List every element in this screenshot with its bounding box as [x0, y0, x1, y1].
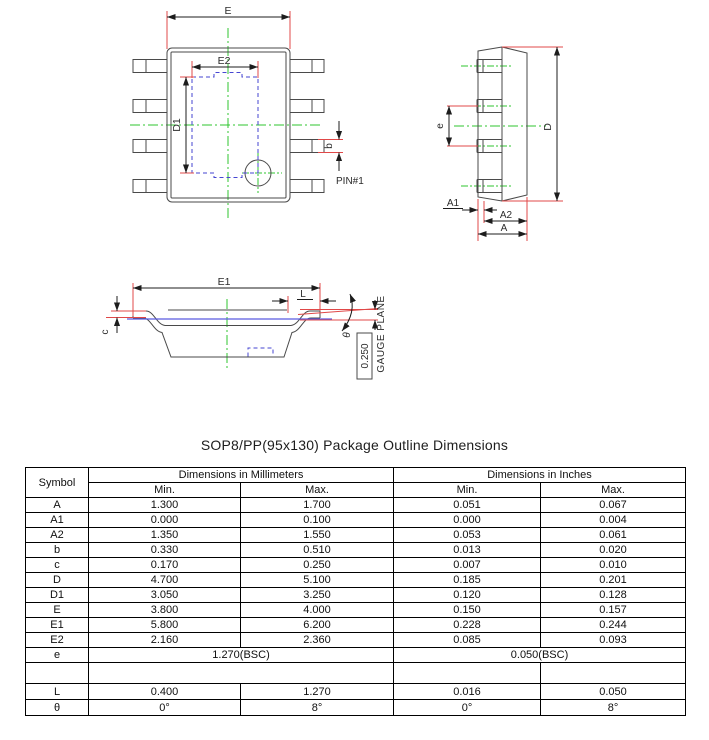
- col-header-symbol: Symbol: [26, 468, 89, 498]
- cell-in-bsc: 0.050(BSC): [394, 648, 686, 663]
- cell-mm-max: 0.100: [241, 513, 394, 528]
- dim-label-e1: E1: [217, 276, 231, 288]
- cell-mm-empty: [89, 663, 394, 684]
- top-view: [130, 5, 364, 220]
- cell-in-min: 0.007: [394, 558, 541, 573]
- cell-mm-max: 1.550: [241, 528, 394, 543]
- dim-label-e2: E2: [217, 55, 231, 67]
- cell-mm-bsc: 1.270(BSC): [89, 648, 394, 663]
- cell-mm-min: 1.350: [89, 528, 241, 543]
- table-row: [26, 498, 686, 513]
- front-view-extension-lines: [106, 283, 378, 320]
- cell-mm-max: 1.270: [241, 684, 394, 700]
- pad-notch-outline: [248, 348, 273, 357]
- cell-in-min: 0.053: [394, 528, 541, 543]
- cell-in-max: 0.157: [541, 603, 686, 618]
- cell-in-max: 0.244: [541, 618, 686, 633]
- pin1-label: PIN#1: [336, 176, 364, 187]
- cell-in-min: 0.185: [394, 573, 541, 588]
- cell-mm-min: 3.800: [89, 603, 241, 618]
- cell-in-max: 0.067: [541, 498, 686, 513]
- cell-symbol: E1: [26, 618, 89, 633]
- top-view-extension-lines: [167, 11, 343, 173]
- cell-mm-max: 4.000: [241, 603, 394, 618]
- cell-mm-min: 0.000: [89, 513, 241, 528]
- dim-label-a1: A1: [446, 198, 460, 209]
- cell-in-max: 0.010: [541, 558, 686, 573]
- cell-mm-max: 1.700: [241, 498, 394, 513]
- top-view-dimension-lines: [167, 17, 339, 173]
- cell-mm-min: 0.400: [89, 684, 241, 700]
- dim-label-a2: A2: [499, 210, 513, 221]
- cell-mm-min: 0.330: [89, 543, 241, 558]
- cell-symbol: E2: [26, 633, 89, 648]
- cell-in-max: 8°: [541, 700, 686, 716]
- table-row: [26, 513, 686, 528]
- cell-mm-max: 3.250: [241, 588, 394, 603]
- col-header-mm: Dimensions in Millimeters: [89, 468, 394, 483]
- cell-in-max: 0.201: [541, 573, 686, 588]
- dim-label-e: E: [224, 5, 232, 17]
- table-subheader-row: [26, 483, 686, 498]
- dim-label-b: b: [324, 143, 335, 149]
- cell-in-max: 0.004: [541, 513, 686, 528]
- cell-mm-max: 8°: [241, 700, 394, 716]
- cell-in-max: 0.093: [541, 633, 686, 648]
- dim-label-a: A: [500, 223, 508, 234]
- cell-symbol: D: [26, 573, 89, 588]
- table-row: [26, 558, 686, 573]
- cell-mm-min: 0.170: [89, 558, 241, 573]
- cell-in-min: 0.016: [394, 684, 541, 700]
- dim-label-l: L: [300, 289, 306, 300]
- col-header-mm-min: Min.: [89, 483, 241, 498]
- cell-in-min: 0°: [394, 700, 541, 716]
- cell-in-min: 0.228: [394, 618, 541, 633]
- page-title: SOP8/PP(95x130) Package Outline Dimensions: [200, 437, 509, 453]
- cell-mm-max: 0.250: [241, 558, 394, 573]
- gauge-value-label: 0.250: [360, 343, 371, 369]
- dim-label-theta: θ: [342, 332, 353, 338]
- dim-label-d: D: [542, 123, 554, 131]
- cell-symbol: θ: [26, 700, 89, 716]
- cell-in-min: 0.000: [394, 513, 541, 528]
- cell-symbol: A2: [26, 528, 89, 543]
- col-header-mm-max: Max.: [241, 483, 394, 498]
- table-row: [26, 573, 686, 588]
- table-row: [26, 528, 686, 543]
- table-row: [26, 543, 686, 558]
- cell-in-min-empty: [394, 663, 541, 684]
- cell-mm-max: 0.510: [241, 543, 394, 558]
- table-header-row: [26, 468, 686, 483]
- table-row-l: [26, 684, 686, 700]
- cell-mm-min: 4.700: [89, 573, 241, 588]
- cell-symbol: A: [26, 498, 89, 513]
- side-view: [435, 47, 563, 241]
- cell-symbol: E: [26, 603, 89, 618]
- col-header-inches: Dimensions in Inches: [394, 468, 686, 483]
- col-header-in-max: Max.: [541, 483, 686, 498]
- cell-in-max: 0.020: [541, 543, 686, 558]
- table-row-e: [26, 648, 686, 663]
- front-view: [100, 276, 387, 379]
- cell-symbol: L: [26, 684, 89, 700]
- cell-mm-min: 2.160: [89, 633, 241, 648]
- cell-mm-min: 5.800: [89, 618, 241, 633]
- dimensions-table: [25, 467, 686, 716]
- cell-mm-min: 0°: [89, 700, 241, 716]
- cell-mm-max: 5.100: [241, 573, 394, 588]
- side-view-dimension-lines: [443, 47, 557, 234]
- cell-in-max-empty: [541, 663, 686, 684]
- cell-symbol: D1: [26, 588, 89, 603]
- table-row: [26, 618, 686, 633]
- cell-symbol-empty: [26, 663, 89, 684]
- cell-in-max: 0.128: [541, 588, 686, 603]
- cell-in-min: 0.051: [394, 498, 541, 513]
- cell-in-max: 0.050: [541, 684, 686, 700]
- package-body-side: [477, 47, 527, 201]
- cell-in-min: 0.120: [394, 588, 541, 603]
- cell-in-max: 0.061: [541, 528, 686, 543]
- col-header-in-min: Min.: [394, 483, 541, 498]
- cell-mm-max: 2.360: [241, 633, 394, 648]
- cell-in-min: 0.013: [394, 543, 541, 558]
- table-row: [26, 633, 686, 648]
- table-row-blank: [26, 663, 686, 684]
- table-row: [26, 603, 686, 618]
- side-view-centerlines: [454, 66, 546, 186]
- cell-symbol: e: [26, 648, 89, 663]
- cell-mm-min: 1.300: [89, 498, 241, 513]
- gauge-plane-label: GAUGE PLANE: [376, 295, 387, 373]
- dim-label-c: c: [100, 329, 111, 335]
- cell-mm-max: 6.200: [241, 618, 394, 633]
- dim-label-e-pitch: e: [435, 123, 446, 129]
- table-row: [26, 588, 686, 603]
- dim-label-d1: D1: [171, 118, 183, 132]
- table-row-theta: [26, 700, 686, 716]
- cell-mm-min: 3.050: [89, 588, 241, 603]
- cell-symbol: b: [26, 543, 89, 558]
- cell-symbol: c: [26, 558, 89, 573]
- cell-in-min: 0.085: [394, 633, 541, 648]
- cell-symbol: A1: [26, 513, 89, 528]
- cell-in-min: 0.150: [394, 603, 541, 618]
